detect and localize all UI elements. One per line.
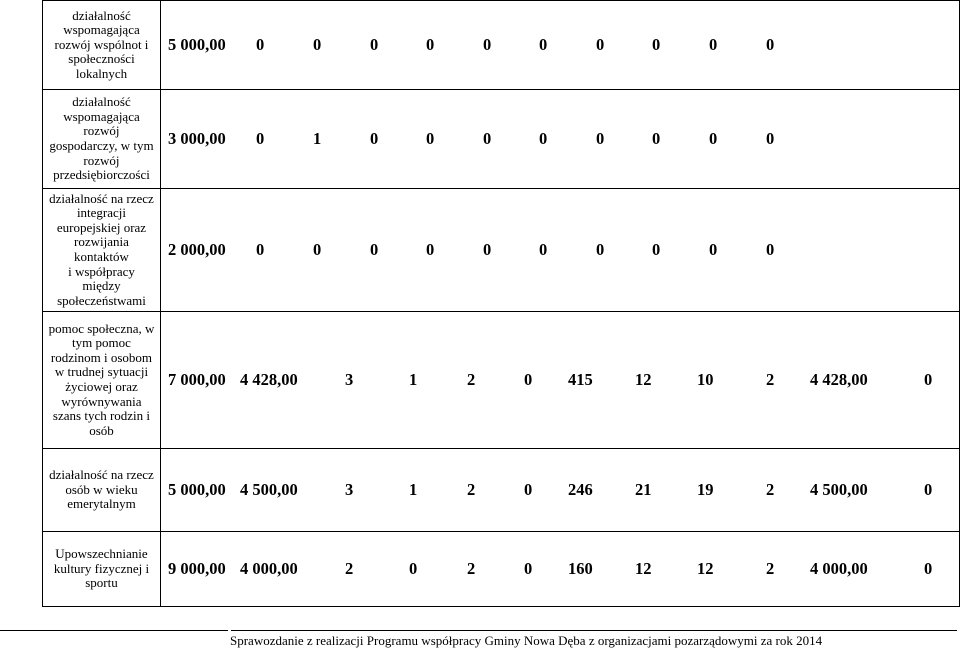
value-cell: 0 (255, 128, 265, 148)
value-cell: 0 (523, 479, 533, 499)
value-cell: 2 (466, 479, 476, 499)
value-cell: 5 000,00 (167, 479, 226, 499)
value-cell: 0 (708, 128, 718, 148)
value-cell: 0 (255, 239, 265, 259)
value-cell: 2 000,00 (167, 239, 226, 259)
values-cell (160, 312, 959, 449)
value-cell: 0 (595, 239, 605, 259)
value-cell: 415 (567, 369, 593, 389)
value-cell: 1 (408, 369, 418, 389)
value-cell: 2 (765, 558, 775, 578)
table-row (43, 1, 960, 90)
category-label-cell (43, 532, 161, 607)
values-cell (160, 532, 959, 607)
footer-rule-left (0, 630, 228, 631)
value-cell: 0 (651, 239, 661, 259)
value-cell: 2 (466, 369, 476, 389)
value-cell: 0 (255, 34, 265, 54)
value-cell: 1 (312, 128, 322, 148)
value-cell: 0 (369, 34, 379, 54)
value-cell: 12 (634, 369, 652, 389)
category-label-cell (43, 189, 161, 312)
value-cell: 4 428,00 (809, 369, 868, 389)
value-cell: 4 500,00 (239, 479, 298, 499)
value-cell: 7 000,00 (167, 369, 226, 389)
value-cell: 0 (482, 34, 492, 54)
value-cell: 1 (408, 479, 418, 499)
table-row (43, 312, 960, 449)
table-row (43, 90, 960, 189)
values-cell (160, 90, 959, 189)
value-cell: 12 (634, 558, 652, 578)
category-label: działalność na rzecz integracji europejskiej oraz rozwijania kontaktów i współpracy między społeczeństwami (49, 190, 154, 308)
value-cell: 3 (344, 369, 354, 389)
category-label-cell (43, 1, 161, 90)
value-cell: 0 (482, 128, 492, 148)
value-cell: 0 (651, 34, 661, 54)
value-cell: 0 (595, 34, 605, 54)
value-cell: 0 (523, 558, 533, 578)
page-footer: Sprawozdanie z realizacji Programu współpracy Gminy Nowa Dęba z organizacjami pozarządowymi za rok 2014 (230, 633, 823, 648)
value-cell: 0 (482, 239, 492, 259)
value-cell: 4 000,00 (809, 558, 868, 578)
category-label: działalność wspomagająca rozwój wspólnot i społeczności lokalnych (54, 7, 149, 81)
value-cell: 0 (425, 239, 435, 259)
value-cell: 3 (344, 479, 354, 499)
category-label: pomoc społeczna, w tym pomoc rodzinom i osobom w trudnej sytuacji życiowej oraz wyrównywania szans tych rodzin i osób (48, 320, 155, 438)
values-cell (160, 449, 959, 532)
value-cell: 2 (344, 558, 354, 578)
values-cell (160, 1, 959, 90)
value-cell: 0 (923, 369, 933, 389)
category-label-cell (43, 449, 161, 532)
value-cell: 246 (567, 479, 593, 499)
value-cell: 5 000,00 (167, 34, 226, 54)
value-cell: 0 (923, 558, 933, 578)
table-row (43, 449, 960, 532)
value-cell: 2 (466, 558, 476, 578)
value-cell: 21 (634, 479, 652, 499)
value-cell: 9 000,00 (167, 558, 226, 578)
table-row (43, 532, 960, 607)
value-cell: 10 (696, 369, 714, 389)
value-cell: 0 (765, 128, 775, 148)
category-label-cell (43, 90, 161, 189)
category-label: działalność na rzecz osób w wieku emerytalnym (49, 467, 154, 512)
value-cell: 0 (708, 239, 718, 259)
value-cell: 0 (523, 369, 533, 389)
value-cell: 2 (765, 479, 775, 499)
value-cell: 0 (538, 128, 548, 148)
value-cell: 0 (425, 34, 435, 54)
report-table (42, 0, 960, 607)
value-cell: 0 (408, 558, 418, 578)
value-cell: 0 (312, 34, 322, 54)
value-cell: 0 (538, 34, 548, 54)
value-cell: 0 (369, 239, 379, 259)
value-cell: 160 (567, 558, 593, 578)
value-cell: 0 (312, 239, 322, 259)
value-cell: 0 (538, 239, 548, 259)
value-cell: 19 (696, 479, 714, 499)
value-cell: 4 500,00 (809, 479, 868, 499)
value-cell: 0 (765, 239, 775, 259)
footer-rule (231, 630, 957, 631)
value-cell: 0 (765, 34, 775, 54)
value-cell: 3 000,00 (167, 128, 226, 148)
value-cell: 0 (425, 128, 435, 148)
value-cell: 12 (696, 558, 714, 578)
value-cell: 0 (708, 34, 718, 54)
category-label: Upowszechnianie kultury fizycznej i sportu (53, 546, 150, 591)
value-cell: 0 (651, 128, 661, 148)
value-cell: 2 (765, 369, 775, 389)
category-label: działalność wspomagająca rozwój gospodarczy, w tym rozwój przedsiębiorczości (49, 94, 154, 183)
value-cell: 4 000,00 (239, 558, 298, 578)
category-label-cell (43, 312, 161, 449)
value-cell: 0 (923, 479, 933, 499)
value-cell: 0 (369, 128, 379, 148)
values-cell (160, 189, 959, 312)
value-cell: 4 428,00 (239, 369, 298, 389)
value-cell: 0 (595, 128, 605, 148)
table-row (43, 189, 960, 312)
